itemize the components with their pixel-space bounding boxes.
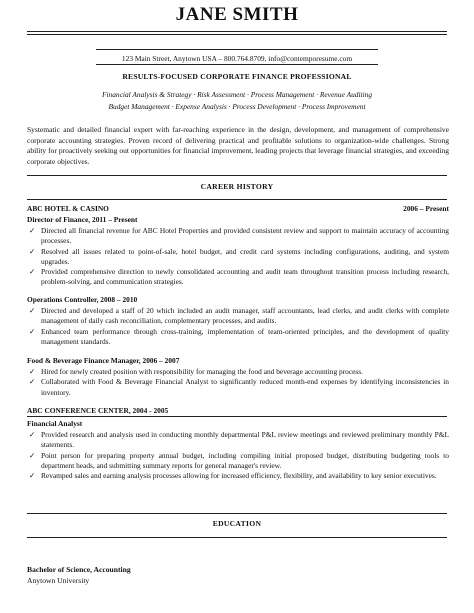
company-name: ABC CONFERENCE CENTER, 2004 - 2005 [27,406,169,415]
list-item: ✓ Directed all financial revenue for ABC Hotel Properties and provided consistent review and support to maintain accuracy of accounting processes. [29,226,449,246]
list-item: ✓ Resolved all issues related to point-of-sale, hotel budget, and credit card systems including configurations, auditing, and system upgrades. [29,246,449,266]
list-item: ✓ Hired for newly created position with responsibility for managing the food and beverage accounting process. [29,367,364,376]
degree: Bachelor of Science, Accounting [27,565,131,574]
header-divider-double [27,34,447,35]
job-title: Director of Finance, 2011 – Present [27,215,138,224]
checkmark-icon: ✓ [29,246,36,256]
contact-info: 123 Main Street, Anytown USA – 800.764.8709, info@contemporesume.com [121,54,353,63]
summary-paragraph: Systematic and detailed financial expert with far-reaching experience in the design, development, and management of comprehensive corporate accounting strategies. Proven record of delivering practical and profitable solutions to organization-wide challenges. Strong ability for proactively seeking out opportunities for financial improvement, leading projects that leverage financial strategies, and exceeding corporate objectives. [27,125,449,166]
job-title: Financial Analyst [27,419,83,428]
job-bullets [27,430,449,481]
section-divider [27,199,447,200]
company-divider [27,416,447,417]
career-history-heading: CAREER HISTORY [200,182,274,191]
header-divider-top [27,31,447,32]
job-title: Food & Beverage Finance Manager, 2006 – 2007 [27,356,180,365]
company-row [27,204,449,213]
checkmark-icon: ✓ [29,226,36,235]
professional-headline: RESULTS-FOCUSED CORPORATE FINANCE PROFESSIONAL [122,72,352,81]
checkmark-icon: ✓ [29,471,36,481]
checkmark-icon: ✓ [29,306,36,315]
checkmark-icon: ✓ [29,367,36,376]
contact-divider-bottom [96,64,378,65]
job-bullets [27,306,449,347]
company-name: ABC HOTEL & CASINO [27,204,109,213]
list-item: ✓ Collaborated with Food & Beverage Financial Analyst to significantly reduced month-end expenses by identifying inconsistencies in inventory. [29,377,449,397]
skills-line: Budget Management · Expense Analysis · Process Development · Process Improvement [108,102,366,111]
section-divider [27,513,447,514]
contact-divider-top [96,49,378,50]
job-bullets [27,226,449,288]
checkmark-icon: ✓ [29,326,36,336]
job-title: Operations Controller, 2008 – 2010 [27,295,138,304]
candidate-name: JANE SMITH [175,4,299,25]
school-name: Anytown University [27,576,90,585]
list-item: ✓ Enhanced team performance through cross-training, implementation of team-oriented principles, and the development of quality management standards. [29,326,449,346]
list-item: ✓ Provided comprehensive direction to newly consolidated accounting and audit team throughout transition process including research, problem-solving, and communication strategies. [29,267,449,287]
list-item: ✓ Provided research and analysis used in conducting monthly departmental P&L review meetings and reviewed preliminary monthly P&L statements. [29,430,449,450]
skills-line: Financial Analysis & Strategy · Risk Assessment · Process Management · Revenue Auditing [101,90,373,99]
list-item: ✓ Point person for preparing property annual budget, including compiling initial proposed budget, distributing budgeting tools to department heads, and submitting summary reports for general manager's review. [29,450,449,470]
section-divider [27,175,447,176]
job-bullets [27,367,449,398]
section-divider [27,537,447,538]
list-item: ✓ Directed and developed a staff of 20 which included an audit manager, staff accountants, lead clerks, and audit clerks with complete management of daily cash reconciliation, complementary processes, and audits. [29,306,449,326]
checkmark-icon: ✓ [29,377,36,387]
checkmark-icon: ✓ [29,430,36,439]
checkmark-icon: ✓ [29,267,36,277]
checkmark-icon: ✓ [29,450,36,460]
list-item: ✓ Revamped sales and earning analysis processes allowing for increased efficiency, flexibility, and availability to key senior executives. [29,471,437,481]
company-dates: 2006 – Present [403,204,449,213]
education-heading: EDUCATION [212,519,262,528]
company-row [27,406,449,415]
